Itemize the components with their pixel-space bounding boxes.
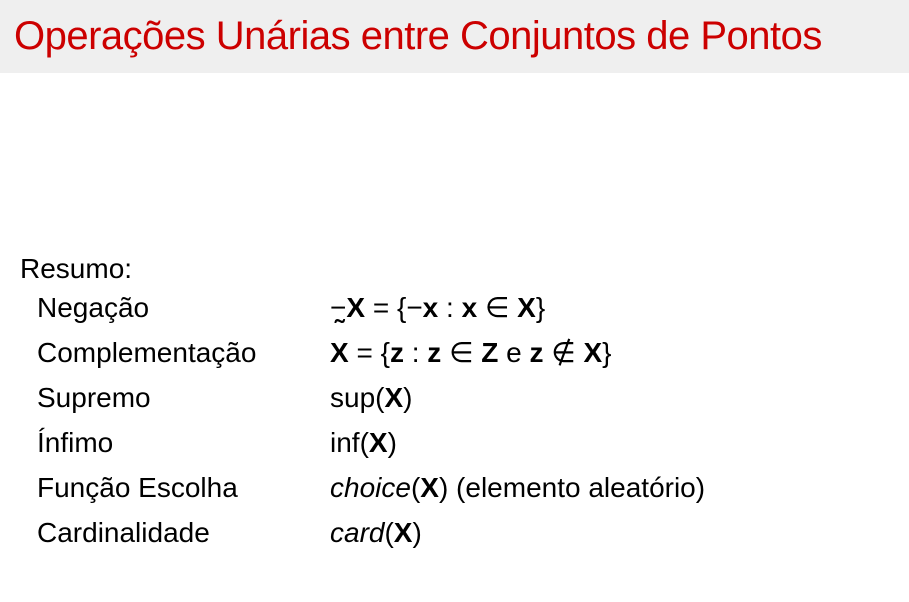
operation-label: Complementação: [37, 337, 257, 368]
operation-row: [37, 510, 705, 555]
summary-section: [20, 252, 705, 555]
operations-table: [37, 285, 705, 555]
formula-part: :: [403, 337, 428, 368]
operation-label: Supremo: [37, 382, 151, 413]
operation-formula: [330, 420, 397, 465]
formula-part: ): [403, 382, 413, 413]
formula-part: X: [368, 427, 388, 458]
operation-formula: [330, 465, 705, 510]
operation-formula: [330, 314, 612, 375]
operation-formula: [330, 375, 412, 420]
formula-part: z: [529, 337, 544, 368]
formula-part: e: [498, 337, 530, 368]
formula-part: = {: [365, 292, 407, 323]
formula-part: ) (elemento aleatório): [438, 472, 706, 503]
operation-row: [37, 465, 705, 510]
summary-heading: Resumo:: [20, 253, 133, 284]
formula-part: ∉: [543, 337, 584, 368]
formula-part: X: [517, 292, 536, 323]
slide-title: Operações Unárias entre Conjuntos de Pontos: [14, 14, 822, 58]
formula-part: :: [438, 292, 462, 323]
formula-part: ∈: [477, 292, 518, 323]
formula-part: X: [420, 472, 439, 503]
operation-label: Ínfimo: [37, 427, 114, 458]
operation-label: Cardinalidade: [37, 517, 210, 548]
formula-part: x: [422, 292, 439, 323]
formula-part: X: [393, 517, 413, 548]
operation-row: [37, 375, 705, 420]
formula-part: ˜ X: [330, 314, 349, 368]
formula-part: Z: [481, 337, 499, 368]
formula-part: X: [346, 292, 366, 323]
formula-part: (: [384, 517, 394, 548]
formula-part: ): [412, 517, 422, 548]
formula-part: inf(: [330, 427, 369, 458]
formula-part: ): [387, 427, 397, 458]
formula-part: }: [602, 337, 612, 368]
formula-part: = {: [348, 337, 390, 368]
operation-row: [37, 420, 705, 465]
formula-part: }: [535, 292, 546, 323]
formula-part: X: [583, 337, 603, 368]
operation-row: [37, 314, 705, 375]
operation-row: [37, 285, 705, 330]
formula-part: z: [389, 337, 404, 368]
operation-formula: [330, 510, 422, 555]
formula-part: −: [406, 292, 423, 323]
tilde-accent-icon: ˜: [334, 314, 345, 345]
formula-part: −: [330, 292, 347, 323]
formula-part: X: [384, 382, 404, 413]
formula-part: choice: [330, 472, 411, 503]
formula-part: x: [461, 292, 478, 323]
operation-formula: [330, 285, 545, 330]
formula-part: sup(: [330, 382, 385, 413]
operation-label: Negação: [37, 292, 150, 323]
formula-part: (: [410, 472, 421, 503]
slide-title-bar: [0, 0, 909, 73]
formula-part: card: [330, 517, 385, 548]
operation-label: Função Escolha: [37, 472, 238, 503]
formula-part: ∈: [441, 337, 482, 368]
formula-part: z: [427, 337, 442, 368]
